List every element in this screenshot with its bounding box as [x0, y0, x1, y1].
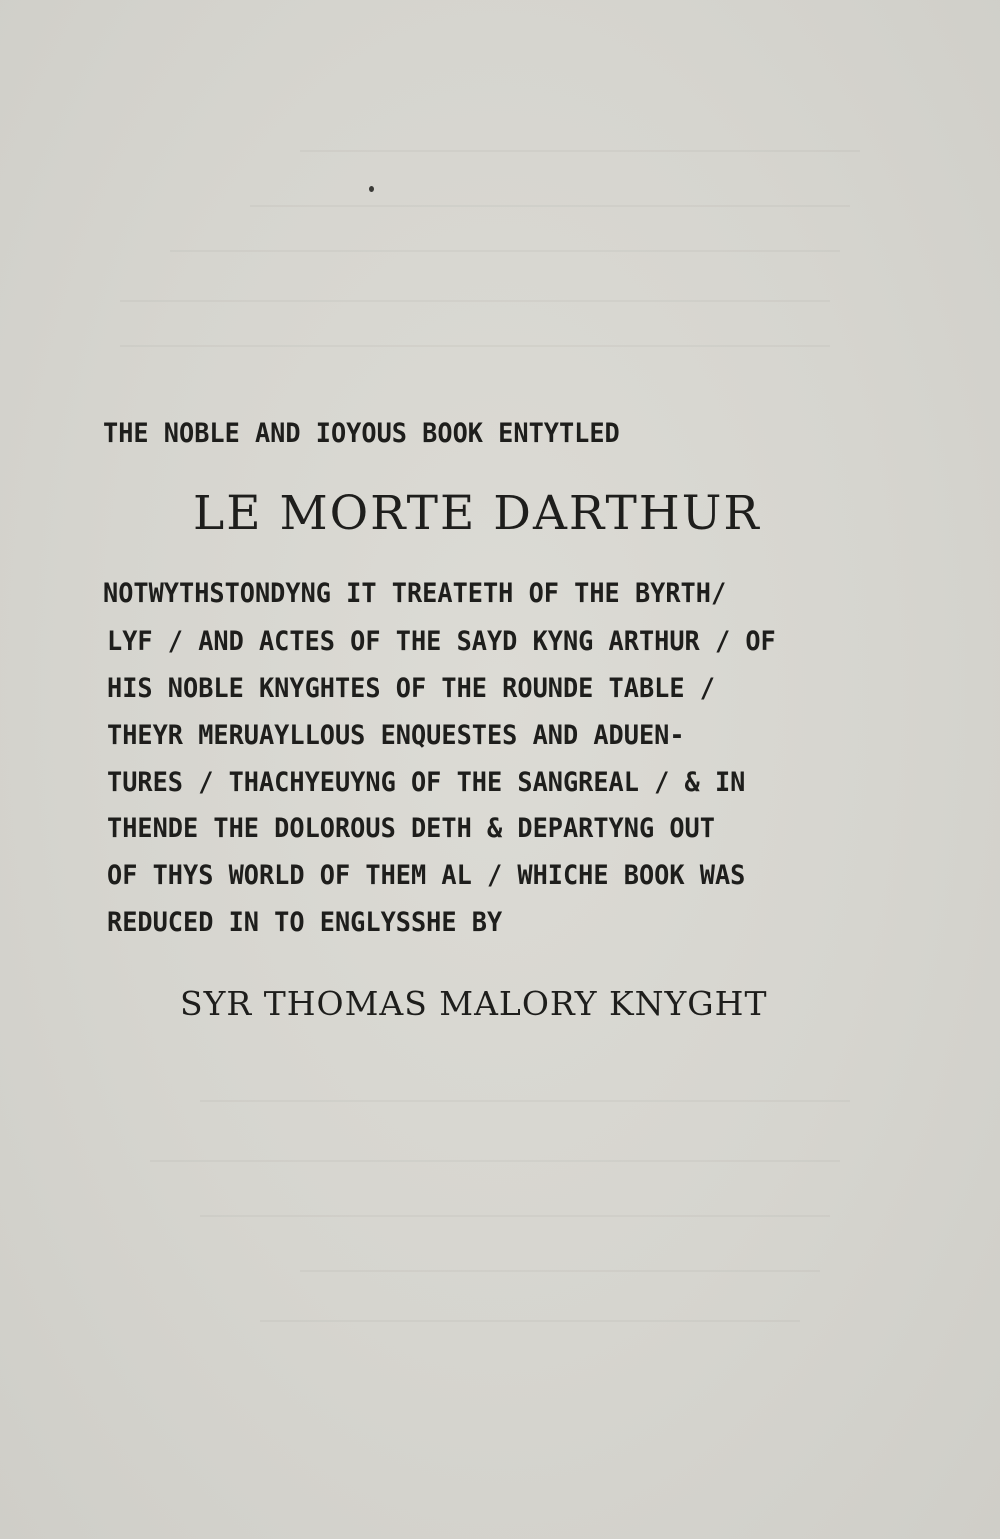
book-title: LE MORTE DARTHUR: [193, 486, 761, 541]
show-through-line: [200, 1100, 850, 1102]
show-through-line: [120, 300, 830, 302]
show-through-line: [170, 250, 840, 252]
author-name: SYR THOMAS MALORY KNYGHT: [180, 984, 768, 1023]
body-line: TURES / THACHYEUYNG OF THE SANGREAL / & IN: [107, 767, 746, 798]
body-line: LYF / AND ACTES OF THE SAYD KYNG ARTHUR / OF: [107, 626, 776, 657]
ink-speck: [369, 186, 374, 192]
body-line: HIS NOBLE KNYGHTES OF THE ROUNDE TABLE /: [107, 673, 715, 704]
body-line: THEYR MERUAYLLOUS ENQUESTES AND ADUEN-: [107, 720, 685, 751]
show-through-line: [150, 1160, 840, 1162]
body-line: NOTWYTHSTONDYNG IT TREATETH OF THE BYRTH/: [103, 578, 727, 609]
body-line: REDUCED IN TO ENGLYSSHE BY: [107, 907, 503, 938]
show-through-line: [260, 1320, 800, 1322]
body-line: THENDE THE DOLOROUS DETH & DEPARTYNG OUT: [107, 813, 715, 844]
show-through-line: [120, 345, 830, 347]
show-through-line: [300, 1270, 820, 1272]
show-through-line: [200, 1215, 830, 1217]
title-heading: THE NOBLE AND IOYOUS BOOK ENTYTLED: [103, 418, 620, 449]
show-through-line: [300, 150, 860, 152]
show-through-line: [250, 205, 850, 207]
body-line: OF THYS WORLD OF THEM AL / WHICHE BOOK WAS: [107, 860, 746, 891]
